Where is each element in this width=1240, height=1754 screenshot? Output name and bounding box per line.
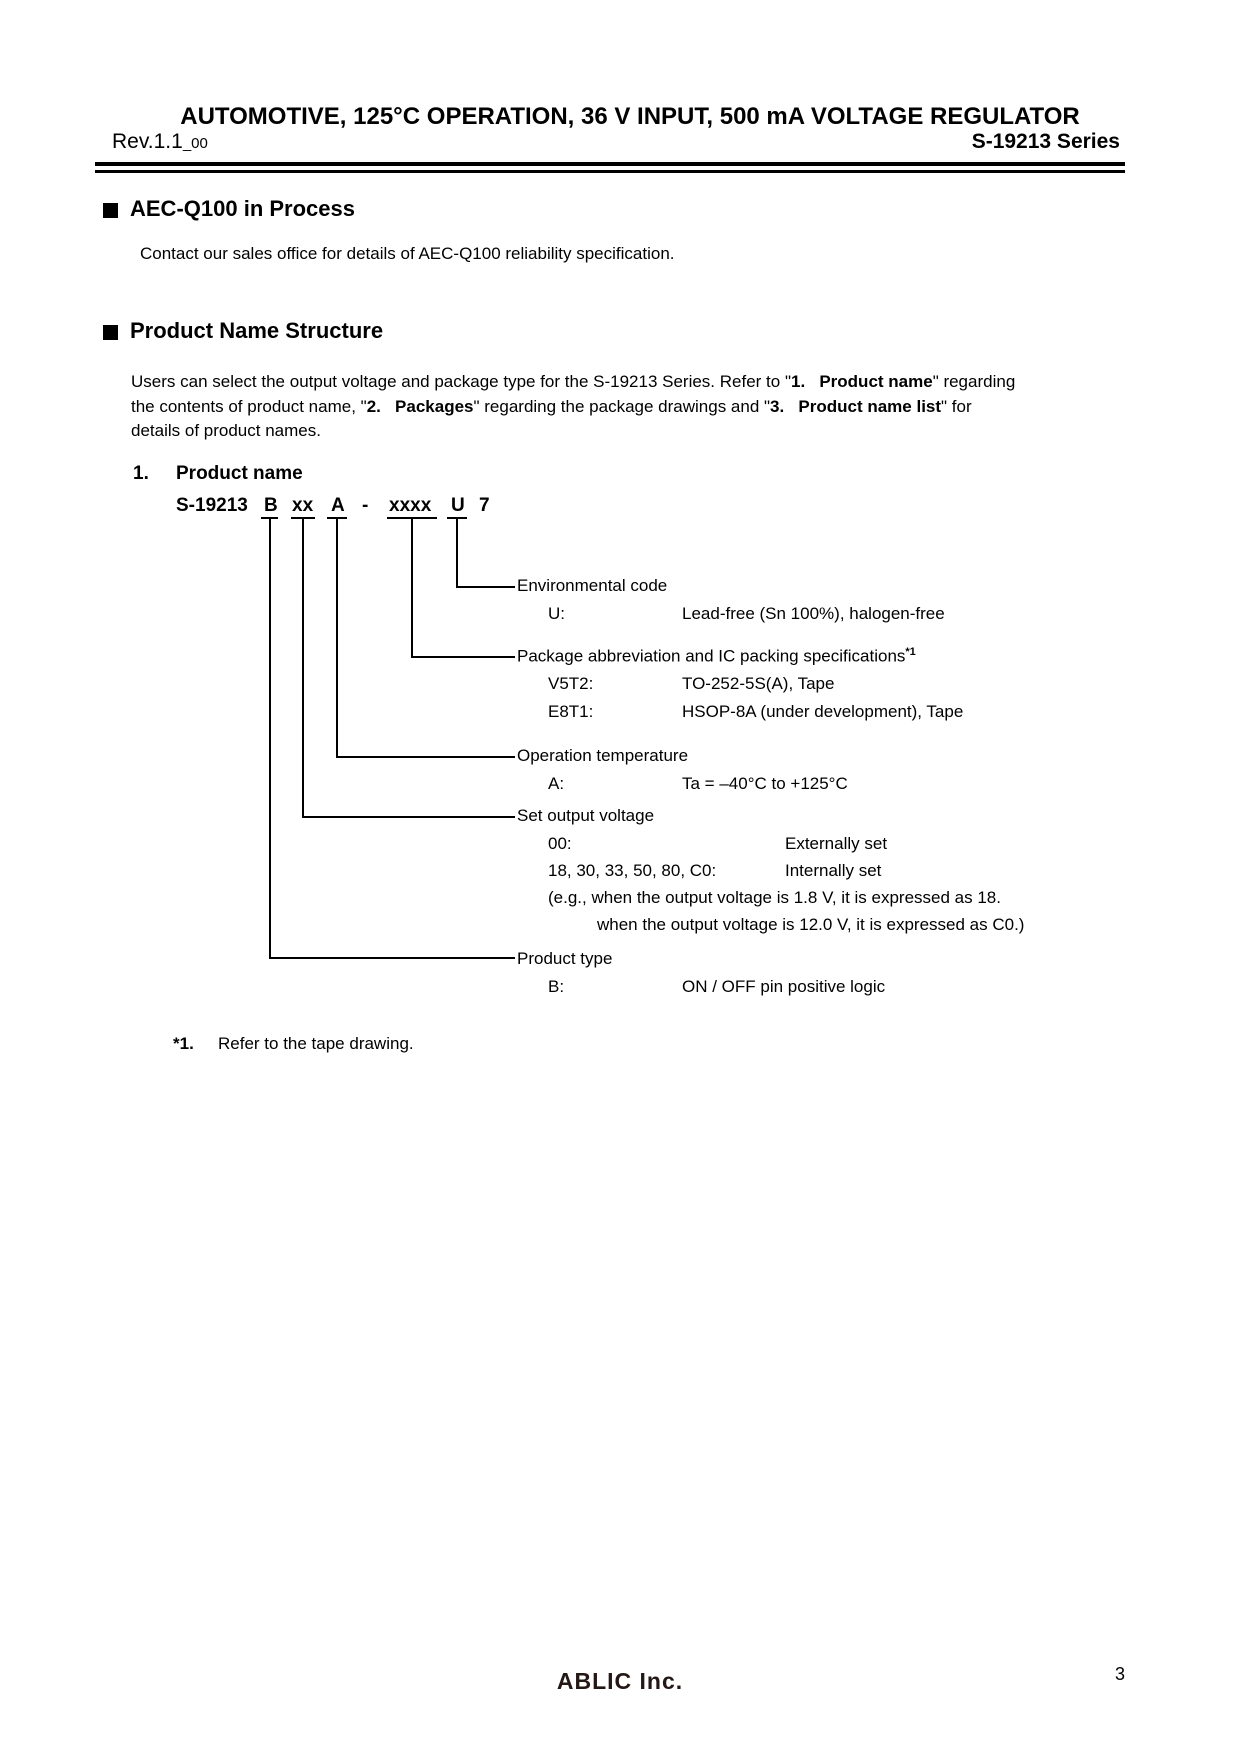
section-bullet-pns — [103, 325, 118, 340]
footer-company-logo: ABLIC Inc. — [556, 1668, 684, 1694]
page-number: 3 — [1115, 1664, 1126, 1684]
legend-value-u: Lead-free (Sn 100%), halogen-free — [682, 604, 945, 623]
section-heading-product-name-structure: Product Name Structure — [130, 318, 384, 343]
legend-value-v5t2: TO-252-5S(A), Tape — [682, 674, 835, 693]
connector-a-horizontal — [336, 756, 515, 758]
connector-u-vertical — [456, 519, 458, 588]
intro-line-3: details of product names. — [131, 421, 321, 440]
code-base: S-19213 — [176, 495, 248, 516]
section-bullet-aec — [103, 203, 118, 218]
code-seg-xxxx: xxxx — [389, 495, 432, 516]
legend-key-e8t1: E8T1: — [548, 702, 594, 721]
document-title: AUTOMOTIVE, 125°C OPERATION, 36 V INPUT, 500 mA VOLTAGE REGULATOR — [180, 103, 1080, 130]
connector-xxxx-vertical — [411, 519, 413, 658]
intro-line-1: Users can select the output voltage and package type for the S-19213 Series. Refer to "1. Product name" regarding — [131, 372, 1016, 391]
legend-key-00: 00: — [548, 834, 572, 853]
connector-b-vertical — [269, 519, 271, 959]
legend-value-a: Ta = –40°C to +125°C — [682, 774, 848, 793]
subsection-title-product-name: Product name — [176, 463, 303, 484]
subsection-number: 1. — [133, 463, 149, 484]
legend-key-v5t2: V5T2: — [548, 674, 594, 693]
revision-sub: _00 — [182, 135, 208, 152]
code-seg-u: U — [451, 495, 465, 516]
legend-label-set-output-voltage: Set output voltage — [517, 806, 655, 825]
connector-u-horizontal — [456, 586, 515, 588]
legend-value-b: ON / OFF pin positive logic — [682, 977, 886, 996]
footnote-text: Refer to the tape drawing. — [218, 1034, 414, 1053]
connector-b-horizontal — [269, 957, 515, 959]
legend-key-a: A: — [548, 774, 565, 793]
code-seg-xx: xx — [292, 495, 314, 516]
legend-label-operation-temperature: Operation temperature — [517, 746, 689, 765]
code-seg-dash: - — [362, 495, 369, 516]
connector-xx-vertical — [302, 519, 304, 818]
connector-xx-horizontal — [302, 816, 515, 818]
intro-line-2: the contents of product name, "2. Packages" regarding the package drawings and "3. Product name list" for — [131, 397, 972, 416]
connector-xxxx-horizontal — [411, 656, 515, 658]
series-label: S-19213 Series — [971, 130, 1120, 153]
footnote-number: *1. — [173, 1034, 194, 1053]
section-heading-aec-q100: AEC-Q100 in Process — [130, 196, 355, 221]
aec-body-text: Contact our sales office for details of AEC-Q100 reliability specification. — [140, 244, 675, 263]
legend-key-u: U: — [548, 604, 565, 623]
legend-label-package-abbreviation: Package abbreviation and IC packing specifications$^{*1}$ — [517, 646, 916, 666]
legend-value-e8t1: HSOP-8A (under development), Tape — [682, 702, 964, 721]
legend-label-product-type: Product type — [517, 949, 613, 968]
code-seg-b: B — [264, 495, 278, 516]
revision-label — [112, 130, 208, 154]
code-seg-a: A — [331, 495, 345, 516]
code-seg-7: 7 — [479, 495, 490, 516]
connector-a-vertical — [336, 519, 338, 758]
header-rule-top — [95, 162, 1125, 166]
legend-label-environmental-code: Environmental code — [517, 576, 668, 595]
header-rule-bottom — [95, 170, 1125, 173]
legend-note-example-line-2: when the output voltage is 12.0 V, it is expressed as C0.) — [597, 915, 1025, 934]
legend-note-example-line-1: (e.g., when the output voltage is 1.8 V, it is expressed as 18. — [548, 888, 1001, 907]
legend-value-00: Externally set — [785, 834, 888, 853]
revision-main: Rev.1.1 — [112, 130, 183, 153]
legend-key-b: B: — [548, 977, 565, 996]
legend-value-internal-codes: Internally set — [785, 861, 882, 880]
legend-key-internal-codes: 18, 30, 33, 50, 80, C0: — [548, 861, 717, 880]
